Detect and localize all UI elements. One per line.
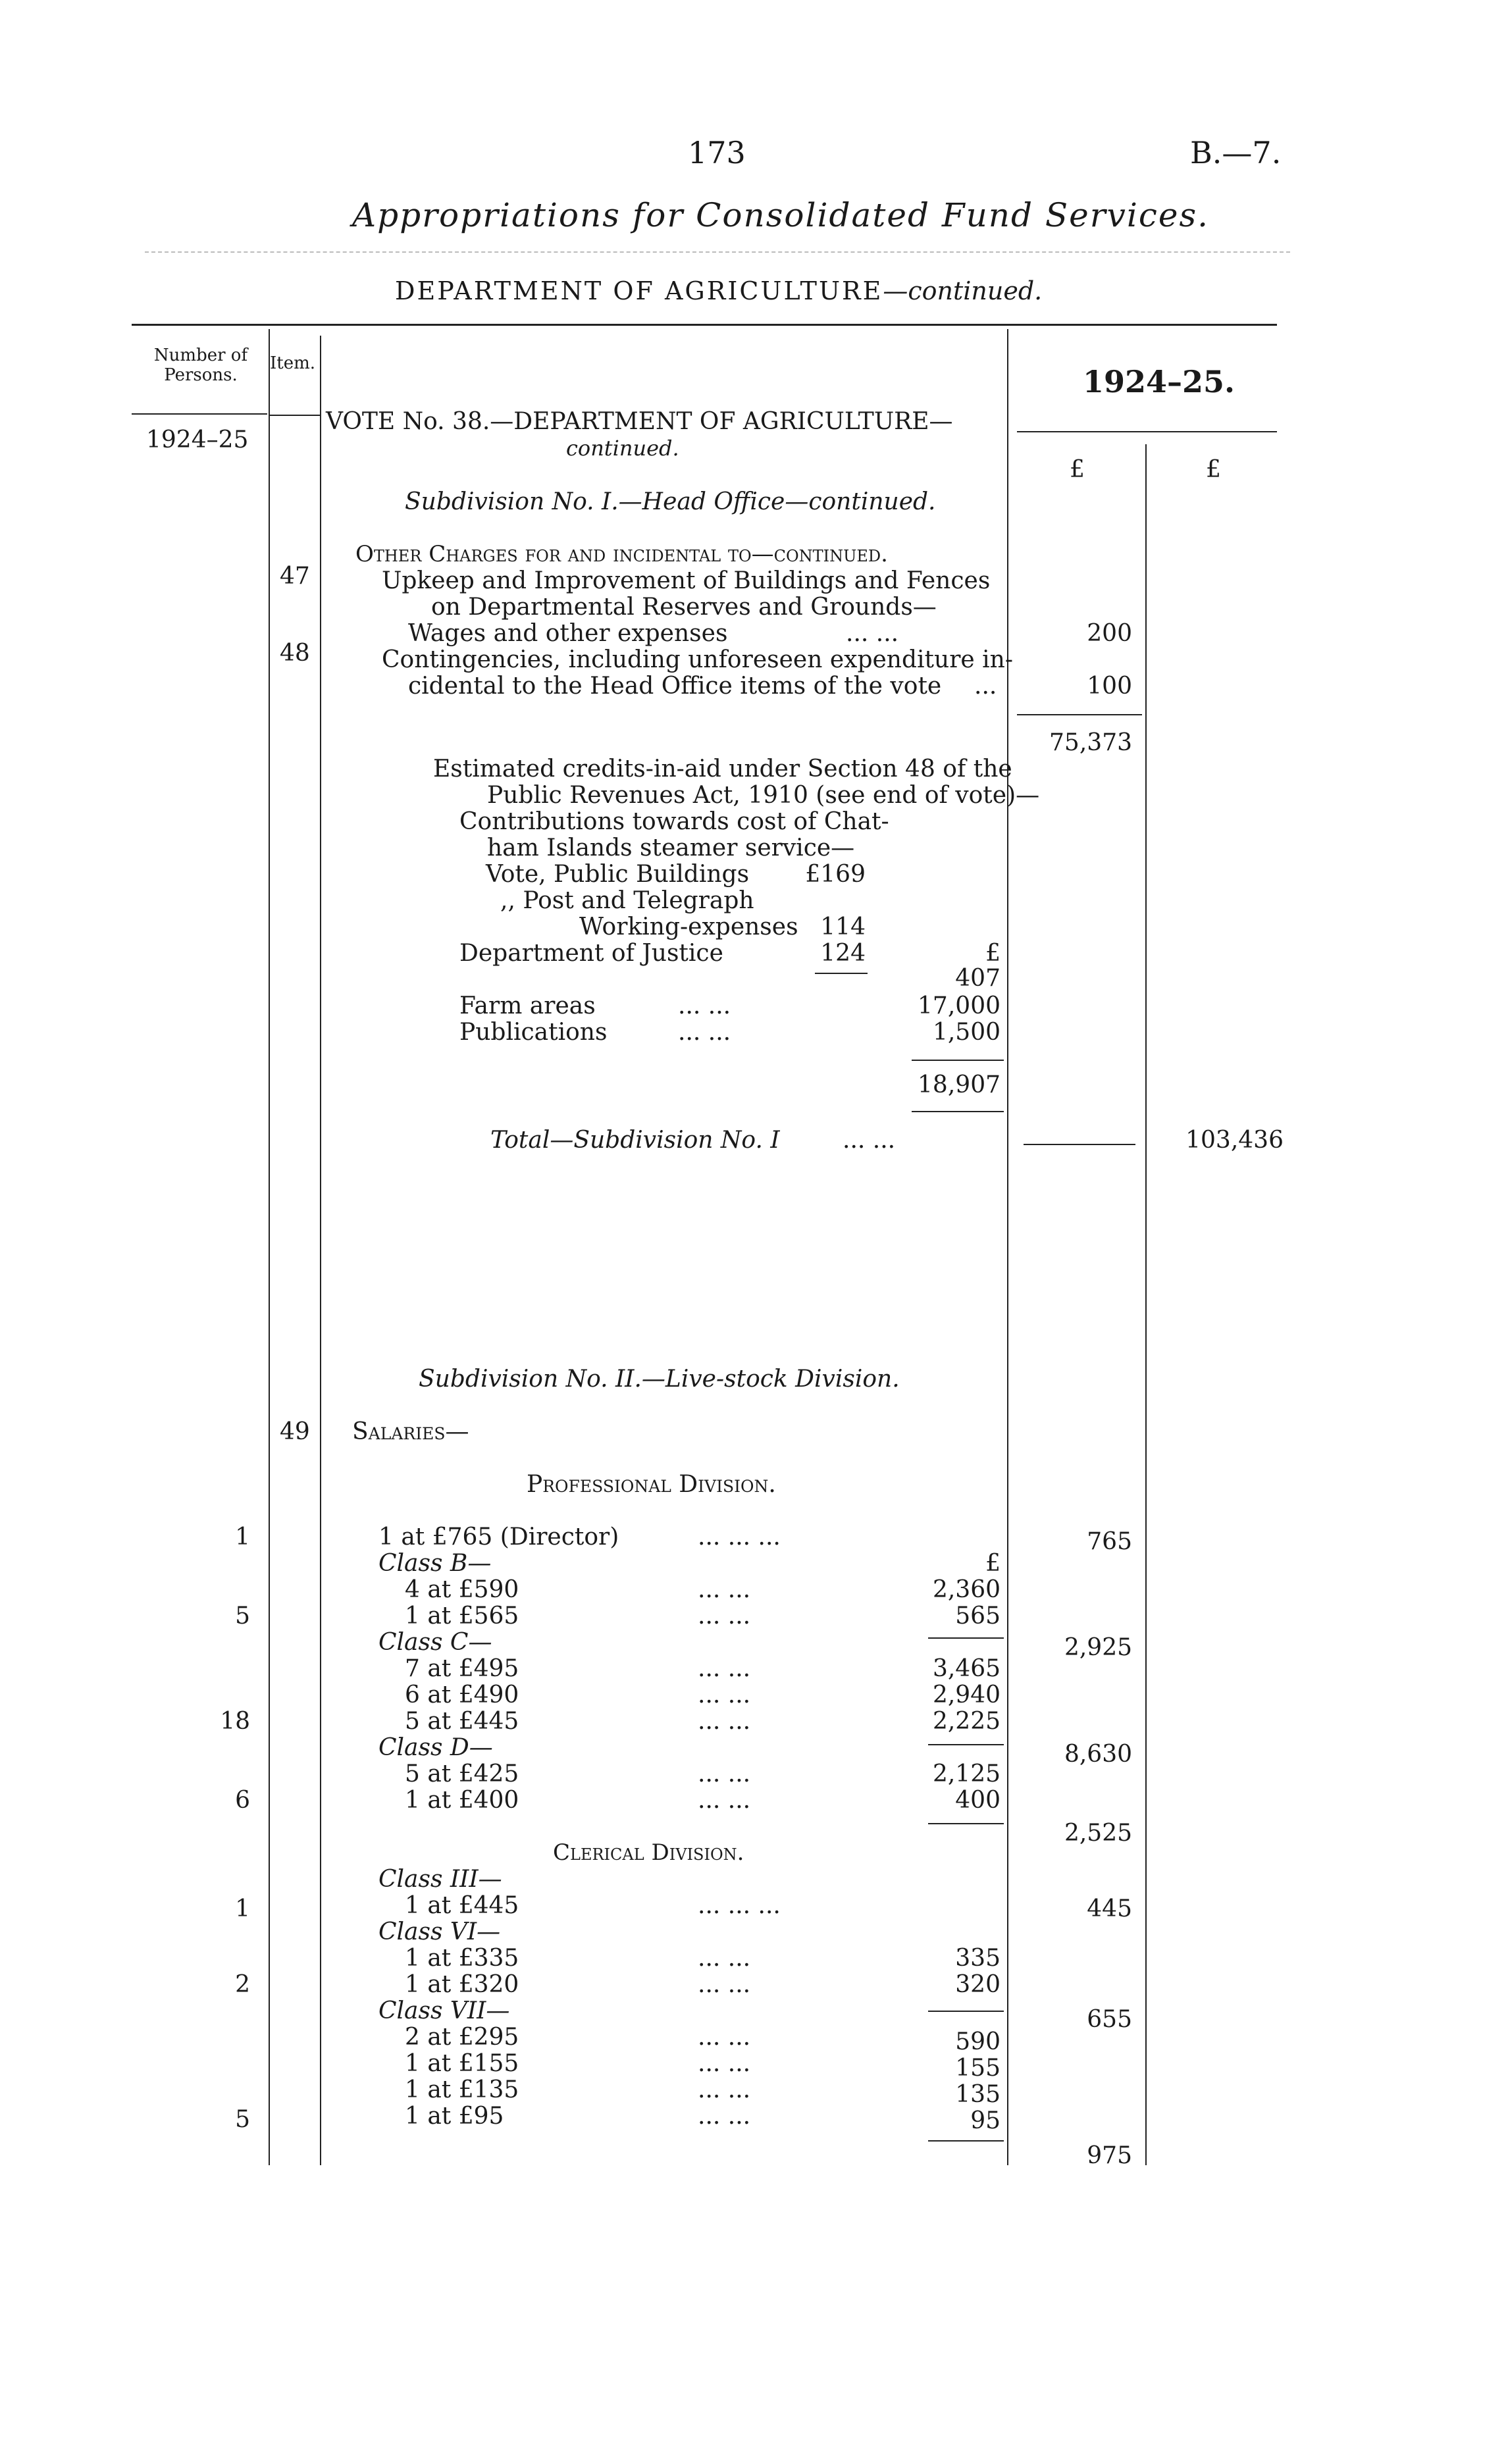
clerical-division-heading: Clerical Division.	[553, 1839, 744, 1866]
class-vii-row-4-value: 95	[970, 2107, 1001, 2134]
class-vii-row-2-label: 1 at £155	[405, 2050, 519, 2077]
class-d-sum-rule	[928, 1823, 1004, 1824]
contingencies-line-2: cidental to the Head Office items of the vote	[408, 673, 942, 700]
contributions-sum-rule	[815, 973, 868, 974]
class-vii-row-3-dots: ... ...	[698, 2076, 751, 2103]
post-telegraph-label: ,, Post and Telegraph	[500, 887, 754, 914]
working-expenses-label: Working-expenses	[579, 913, 798, 940]
contingencies-value: 100	[1087, 673, 1132, 700]
class-iii-heading: Class III—	[378, 1866, 502, 1893]
class-c-row-2-dots: ... ...	[698, 1681, 751, 1708]
class-vi-row-2-value: 320	[955, 1971, 1001, 1998]
contingencies-line-1: Contingencies, including unforeseen expenditure in-	[382, 646, 1014, 673]
persons-count-class-d: 6	[235, 1787, 250, 1814]
director-label: 1 at £765 (Director)	[378, 1524, 619, 1551]
persons-count-class-vii: 5	[235, 2106, 250, 2133]
subdivision-1-heading: Subdivision No. I.—Head Office—continued.	[405, 488, 936, 515]
item-column-left-rule	[269, 329, 270, 2165]
header-divider	[145, 251, 1290, 253]
item-number-48: 48	[280, 640, 310, 667]
credits-total: 18,907	[918, 1071, 1001, 1098]
farm-areas-label: Farm areas	[459, 992, 596, 1019]
page-number: 173	[688, 135, 746, 170]
credits-line-2: Public Revenues Act, 1910 (see end of vote)—	[487, 782, 1040, 809]
year-header-rule	[1017, 431, 1277, 432]
class-vii-row-1-label: 2 at £295	[405, 2024, 519, 2051]
contributions-line-1: Contributions towards cost of Chat-	[459, 808, 889, 835]
class-vii-row-1-dots: ... ...	[698, 2024, 751, 2051]
class-d-row-1-dots: ... ...	[698, 1760, 751, 1787]
class-c-row-3-label: 5 at £445	[405, 1708, 519, 1735]
total-subdivision-1-value: 103,436	[1185, 1127, 1284, 1154]
class-c-total: 8,630	[1064, 1741, 1132, 1768]
item-number-49: 49	[280, 1418, 310, 1445]
class-vii-row-1-value: 590	[955, 2028, 1001, 2055]
total-subdivision-1-label: Total—Subdivision No. I	[490, 1127, 780, 1154]
professional-division-heading: Professional Division.	[527, 1471, 776, 1498]
class-b-row-1-value: 2,360	[932, 1576, 1001, 1603]
farm-areas-value: 17,000	[918, 992, 1001, 1019]
class-b-row-1-dots: ... ...	[698, 1576, 751, 1603]
class-vi-row-1-value: 335	[955, 1945, 1001, 1972]
class-c-row-3-dots: ... ...	[698, 1708, 751, 1735]
class-vi-sum-rule	[928, 2011, 1004, 2012]
class-c-sum-rule	[928, 1744, 1004, 1745]
wages-label: Wages and other expenses	[408, 620, 728, 647]
justice-label: Department of Justice	[459, 940, 723, 967]
class-c-row-1-label: 7 at £495	[405, 1655, 519, 1682]
item-column-header: Item.	[270, 353, 316, 373]
total-rule	[1024, 1144, 1135, 1145]
class-vi-row-1-label: 1 at £335	[405, 1945, 519, 1972]
class-iii-total: 445	[1087, 1895, 1132, 1922]
class-d-heading: Class D—	[378, 1734, 493, 1761]
class-d-row-1-value: 2,125	[932, 1760, 1001, 1787]
persons-column-header: Number of Persons.	[153, 346, 248, 385]
credits-sum-rule-bottom	[912, 1111, 1004, 1112]
class-b-heading: Class B—	[378, 1550, 492, 1577]
class-vii-row-4-label: 1 at £95	[405, 2103, 504, 2130]
class-vii-sum-rule	[928, 2140, 1004, 2142]
class-vi-row-2-dots: ... ...	[698, 1971, 751, 1998]
class-d-row-2-label: 1 at £400	[405, 1787, 519, 1814]
upkeep-line-2: on Departmental Reserves and Grounds—	[431, 594, 937, 621]
salaries-heading: Salaries—	[352, 1418, 469, 1445]
class-d-total: 2,525	[1064, 1820, 1132, 1847]
document-reference: B.—7.	[1190, 135, 1282, 170]
upkeep-line-1: Upkeep and Improvement of Buildings and Fences	[382, 567, 991, 594]
other-charges-heading: Other Charges for and incidental to—continued.	[355, 541, 888, 567]
class-b-sum-rule	[928, 1637, 1004, 1639]
publications-label: Publications	[459, 1019, 608, 1046]
amount-column-left-rule	[1007, 329, 1008, 2165]
persons-count-class-c: 18	[220, 1708, 250, 1735]
class-b-total: 2,925	[1064, 1634, 1132, 1661]
class-d-row-1-label: 5 at £425	[405, 1760, 519, 1787]
director-dots: ... ... ...	[698, 1524, 781, 1551]
contributions-total: 407	[955, 965, 1001, 992]
class-b-row-2-label: 1 at £565	[405, 1603, 519, 1630]
class-c-row-3-value: 2,225	[932, 1708, 1001, 1735]
justice-value: 124	[820, 940, 866, 967]
class-c-row-1-value: 3,465	[932, 1655, 1001, 1682]
page-title: Appropriations for Consolidated Fund Services.	[352, 196, 1210, 234]
wages-value: 200	[1087, 620, 1132, 647]
item-header-rule	[270, 415, 320, 416]
class-vii-row-3-value: 135	[955, 2081, 1001, 2108]
year-column-header: 1924–25.	[1083, 364, 1235, 399]
contributions-line-2: ham Islands steamer service—	[487, 834, 855, 861]
class-iii-row-1-dots: ... ... ...	[698, 1892, 781, 1919]
class-b-row-2-value: 565	[955, 1603, 1001, 1630]
vote-public-buildings-label: Vote, Public Buildings	[486, 861, 750, 888]
subdivision-2-heading: Subdivision No. II.—Live-stock Division.	[419, 1366, 900, 1393]
pound-sign-right: £	[1206, 456, 1221, 483]
credits-sum-rule-top	[912, 1060, 1004, 1061]
vote-continued: continued.	[566, 436, 679, 461]
class-vi-total: 655	[1087, 2006, 1132, 2033]
item-number-47: 47	[280, 563, 310, 590]
class-c-heading: Class C—	[378, 1629, 492, 1656]
class-c-row-2-value: 2,940	[932, 1681, 1001, 1708]
working-expenses-value: 114	[820, 913, 866, 940]
class-b-pound-sign: £	[985, 1550, 1001, 1577]
department-suffix: —continued.	[883, 276, 1043, 305]
class-vii-row-2-value: 155	[955, 2055, 1001, 2082]
class-vi-heading: Class VI—	[378, 1918, 501, 1945]
subtotal-value: 75,373	[1049, 729, 1132, 756]
credits-line-1: Estimated credits-in-aid under Section 48 of the	[433, 756, 1012, 783]
class-vii-heading: Class VII—	[378, 1997, 510, 2024]
persons-year-label: 1924–25	[146, 426, 249, 453]
class-vii-total: 975	[1087, 2142, 1132, 2169]
publications-value: 1,500	[932, 1019, 1001, 1046]
class-d-row-2-dots: ... ...	[698, 1787, 751, 1814]
vote-public-buildings-value: £169	[805, 861, 866, 888]
publications-dots: ... ...	[678, 1019, 731, 1046]
persons-count-director: 1	[235, 1524, 250, 1551]
director-value: 765	[1087, 1528, 1132, 1555]
class-iii-row-1-label: 1 at £445	[405, 1892, 519, 1919]
amount-column-mid-rule	[1145, 444, 1147, 2165]
class-c-row-2-label: 6 at £490	[405, 1681, 519, 1708]
department-heading	[395, 276, 1042, 305]
department-name: DEPARTMENT OF AGRICULTURE	[395, 276, 883, 305]
credits-pound-sign: £	[985, 940, 1001, 967]
subtotal-rule	[1017, 714, 1142, 715]
vote-title: VOTE No. 38.—DEPARTMENT OF AGRICULTURE—	[326, 408, 953, 435]
persons-count-class-iii: 1	[235, 1895, 250, 1922]
farm-areas-dots: ... ...	[678, 992, 731, 1019]
persons-header-rule	[132, 413, 267, 415]
persons-count-class-b: 5	[235, 1603, 250, 1630]
class-b-row-2-dots: ... ...	[698, 1603, 751, 1630]
total-subdivision-1-dots: ... ...	[843, 1127, 896, 1154]
class-c-row-1-dots: ... ...	[698, 1655, 751, 1682]
class-vii-row-3-label: 1 at £135	[405, 2076, 519, 2103]
persons-count-class-vi: 2	[235, 1971, 250, 1998]
class-vi-row-1-dots: ... ...	[698, 1945, 751, 1972]
class-b-row-1-label: 4 at £590	[405, 1576, 519, 1603]
item-column-right-rule	[320, 336, 321, 2165]
class-vi-row-2-label: 1 at £320	[405, 1971, 519, 1998]
class-d-row-2-value: 400	[955, 1787, 1001, 1814]
class-vii-row-2-dots: ... ...	[698, 2050, 751, 2077]
pound-sign-left: £	[1070, 456, 1085, 483]
contingencies-dots: ...	[974, 673, 997, 700]
class-vii-row-4-dots: ... ...	[698, 2103, 751, 2130]
wages-dots: ... ...	[846, 620, 899, 647]
table-top-rule	[132, 324, 1277, 326]
